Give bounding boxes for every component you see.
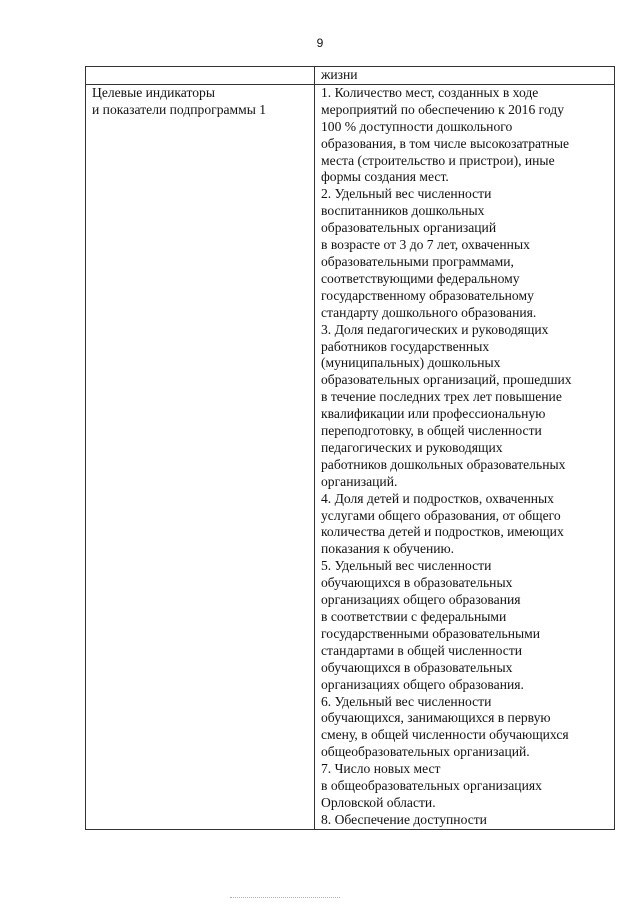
indicator-line: 7. Число новых мест bbox=[321, 761, 441, 777]
indicator-line: переподготовку, в общей численности bbox=[321, 423, 542, 439]
indicator-line: организациях общего образования. bbox=[321, 676, 524, 692]
continuation-text: жизни bbox=[321, 67, 358, 82]
indicator-line: образовательных организаций, прошедших bbox=[321, 372, 572, 388]
indicator-line: организаций. bbox=[321, 473, 398, 489]
table-cell-continuation bbox=[315, 67, 615, 85]
label-line: и показатели подпрограммы 1 bbox=[92, 101, 267, 117]
indicator-line: количества детей и подростков, имеющих bbox=[321, 524, 564, 540]
indicator-line: 3. Доля педагогических и руководящих bbox=[321, 321, 549, 337]
indicator-line: смену, в общей численности обучающихся bbox=[321, 727, 569, 743]
indicator-line: места (строительство и пристрои), иные bbox=[321, 152, 555, 168]
indicator-line: образования, в том числе высокозатратные bbox=[321, 135, 570, 151]
indicator-line: (муниципальных) дошкольных bbox=[321, 355, 501, 371]
indicator-line: общеобразовательных организаций. bbox=[321, 744, 530, 760]
indicator-line: формы создания мест. bbox=[321, 169, 449, 185]
indicator-line: государственными образовательными bbox=[321, 625, 541, 641]
indicator-line: работников государственных bbox=[321, 338, 490, 354]
page-number: 9 bbox=[316, 36, 324, 50]
indicator-line: в общеобразовательных организациях bbox=[321, 778, 542, 794]
indicator-line: государственному образовательному bbox=[321, 287, 534, 303]
scan-artifact bbox=[230, 897, 340, 901]
label-line: Целевые индикаторы bbox=[92, 84, 215, 100]
indicator-line: педагогических и руководящих bbox=[321, 439, 503, 455]
indicator-line: услугами общего образования, от общего bbox=[321, 507, 561, 523]
indicator-line: 6. Удельный вес численности bbox=[321, 693, 492, 709]
indicator-line: Орловской области. bbox=[321, 794, 436, 810]
indicator-line: в течение последних трех лет повышение bbox=[321, 389, 562, 405]
indicator-line: работников дошкольных образовательных bbox=[321, 456, 566, 472]
indicator-line: в возрасте от 3 до 7 лет, охваченных bbox=[321, 237, 530, 253]
table-row bbox=[86, 67, 615, 85]
indicator-line: 2. Удельный вес численности bbox=[321, 186, 492, 202]
indicator-line: соответствующими федеральному bbox=[321, 270, 520, 286]
indicator-line: обучающихся в образовательных bbox=[321, 659, 513, 675]
indicator-line: квалификации или профессиональную bbox=[321, 406, 546, 422]
indicator-line: организациях общего образования bbox=[321, 592, 521, 608]
table-row bbox=[86, 84, 615, 829]
indicator-line: 1. Количество мест, созданных в ходе bbox=[321, 84, 539, 100]
indicators-list-cell bbox=[315, 84, 615, 829]
indicator-line: в соответствии с федеральными bbox=[321, 609, 507, 624]
table-cell-empty bbox=[86, 67, 315, 85]
indicator-line: образовательных организаций bbox=[321, 220, 497, 236]
indicator-line: обучающихся в образовательных bbox=[321, 575, 513, 591]
indicators-table bbox=[85, 66, 615, 830]
indicator-line: мероприятий по обеспечению к 2016 году bbox=[321, 101, 565, 117]
indicator-line: 8. Обеспечение доступности bbox=[321, 811, 487, 827]
indicator-line: образовательными программами, bbox=[321, 253, 514, 269]
indicators-label-cell bbox=[86, 84, 315, 829]
indicator-line: стандартами в общей численности bbox=[321, 642, 523, 658]
indicator-line: стандарту дошкольного образования. bbox=[321, 304, 537, 320]
indicator-line: 5. Удельный вес численности bbox=[321, 558, 492, 574]
indicator-line: 100 % доступности дошкольного bbox=[321, 118, 513, 134]
indicator-line: 4. Доля детей и подростков, охваченных bbox=[321, 490, 554, 506]
indicator-line: показания к обучению. bbox=[321, 541, 455, 557]
indicator-line: обучающихся, занимающихся в первую bbox=[321, 710, 551, 726]
indicator-line: воспитанников дошкольных bbox=[321, 203, 485, 219]
